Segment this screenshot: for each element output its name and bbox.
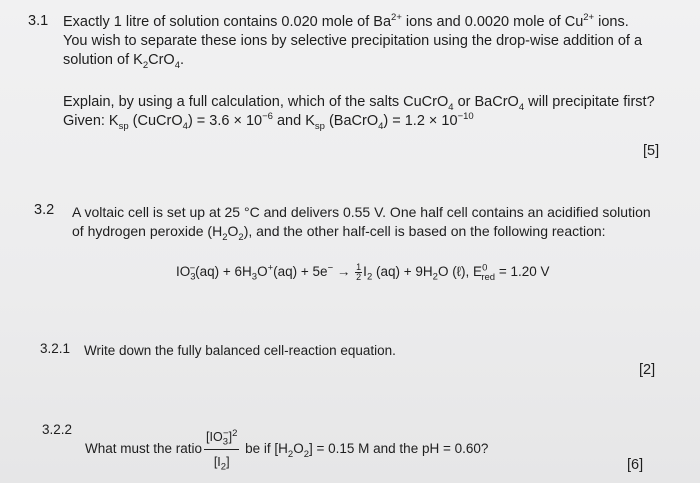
question-number-3-1: 3.1 <box>28 13 49 29</box>
one-half-fraction: $\frac{1}{2}$ <box>356 261 362 282</box>
q31-marks: [5] <box>643 143 660 159</box>
q32-line-2: of hydrogen peroxide $(H_2O_2)$, and the other half-cell is based on the following reaction: <box>72 223 606 243</box>
q321-marks: [2] <box>639 362 656 378</box>
ratio-fraction: $\frac{[IO_3^-]^2}{[I_2]}$ <box>206 427 238 473</box>
question-number-3-2-1: 3.2.1 <box>40 341 71 356</box>
q31-line-4: Explain, by using a full calculation, which of the salts CuCrO$_4$ or BaCrO$_4$ will precipitate first? <box>63 94 655 113</box>
question-number-3-2-2: 3.2.2 <box>42 422 73 437</box>
q31-given-line: Given: $K_{sp}$ (CuCrO$_4$) = $3.6 \times 10^{-6}$ and $K_{sp}$ (BaCrO$_4$) = $1.2 \times 10^{-10}$ <box>63 111 474 132</box>
q31-line-1: Exactly 1 litre of solution contains 0.020 mole of $Ba^{2+}$ ions and 0.0020 mole of $Cu^{2+}$ ions. <box>63 12 629 30</box>
q322-text: What must the ratio $\frac{[IO_3^-]^2}{[I_2]}$ be if $[H_2O_2] = 0.15$ M and the pH = 0.60? <box>85 427 489 473</box>
q32-line-1: A voltaic cell is set up at 25 °C and delivers 0.55 V. One half cell contains an acidified solution <box>72 204 651 220</box>
q321-text: Write down the fully balanced cell-reaction equation. <box>84 343 396 358</box>
q31-line-2: You wish to separate these ions by selective precipitation using the drop-wise addition of a <box>63 33 643 49</box>
question-number-3-2: 3.2 <box>34 202 55 218</box>
q31-line-3: solution of $K_2CrO_4$. <box>63 52 185 71</box>
q322-marks: [6] <box>627 457 644 473</box>
half-reaction-equation: $IO_3^-(aq) + 6H_3O^+(aq) + 5e^-$ → $\frac{1}{2}$ $I_2$ $(aq) + 9H_2O$ (ℓ), $E^0_{red} = 1.20$ V <box>176 261 550 283</box>
